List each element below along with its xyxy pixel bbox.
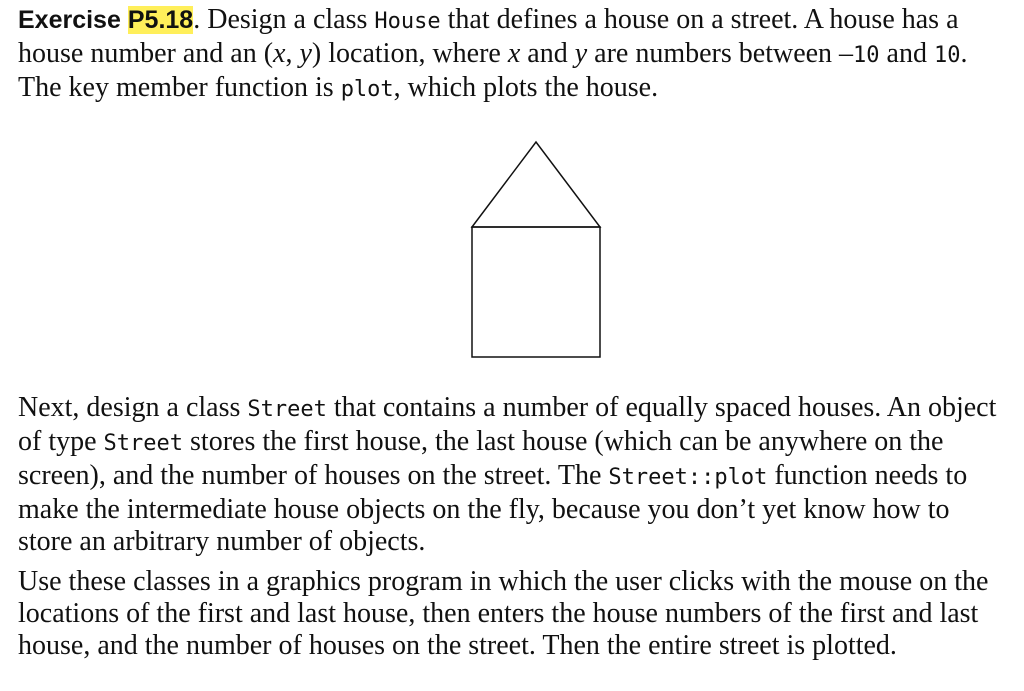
street-text-3: stores the first house, the last house (which can be anywhere on the screen), and the number of houses on the street. The [18, 426, 944, 491]
house-drawing [450, 138, 610, 368]
house-roof [472, 142, 600, 227]
intro-text-6: and [879, 38, 934, 69]
max-value: 10 [933, 43, 961, 68]
exercise-number: P5.18 [127, 6, 194, 34]
intro-text-3: ) location, where [311, 38, 508, 69]
street-text-4: function needs to make the intermediate house objects on the fly, because you don’t yet know how to store an arbitrary number of objects. [18, 460, 968, 557]
intro-text-1: . Design a class [193, 4, 375, 35]
function-name-street-plot: Street::plot [608, 465, 768, 490]
var-y-2: y [574, 38, 588, 69]
street-text-1: Next, design a class [18, 392, 248, 423]
exercise-intro-paragraph [18, 4, 1006, 106]
var-x-2: x [507, 38, 521, 69]
var-x: x [273, 38, 286, 69]
comma: , [285, 38, 300, 69]
var-y: y [299, 38, 312, 69]
intro-text-2: that defines a house on a street. A house has a house number and an ( [18, 4, 959, 69]
program-paragraph: Use these classes in a graphics program in which the user clicks with the mouse on the locations of the first and last house, then enters the house numbers of the first and last house, and the number of houses on the street. Then the entire street is plotted. [18, 566, 989, 661]
intro-text-4: and [520, 38, 575, 69]
house-figure [18, 106, 1006, 392]
intro-text-7: . The key member function is [18, 38, 968, 103]
class-name-street-2: Street [103, 431, 184, 456]
intro-text-8: , which plots the house. [393, 72, 659, 103]
street-paragraph [18, 392, 1006, 558]
function-name-plot: plot [340, 77, 394, 102]
class-name-house: House [374, 9, 441, 34]
intro-text-5: are numbers between – [587, 38, 854, 69]
exercise-label: Exercise [18, 6, 121, 34]
street-text-2: that contains a number of equally spaced houses. An object of type [18, 392, 997, 457]
house-body [472, 227, 600, 357]
class-name-street: Street [247, 397, 327, 422]
min-value: 10 [853, 43, 880, 68]
